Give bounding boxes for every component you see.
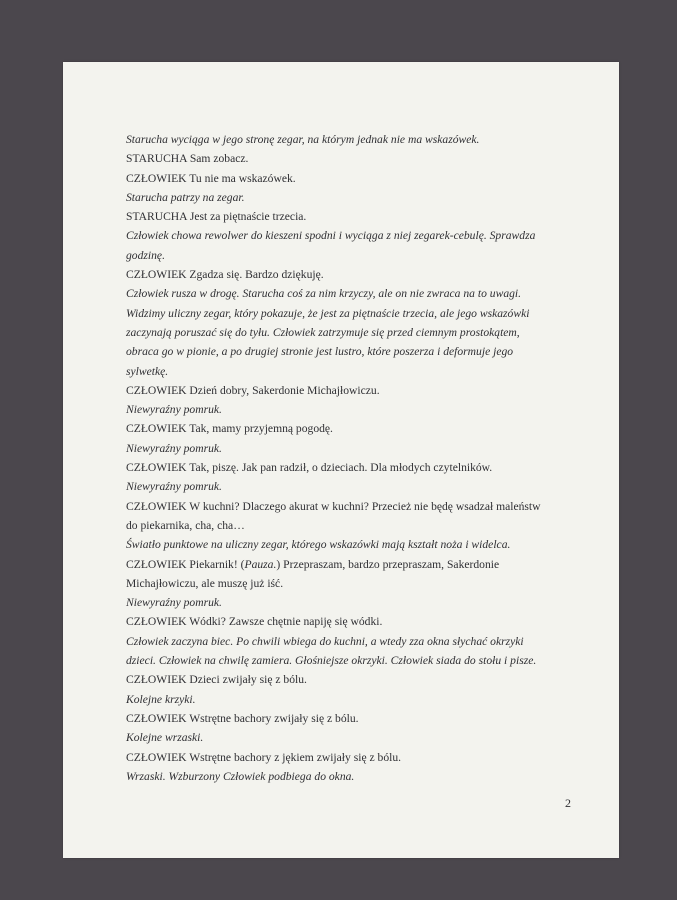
dialogue-line: CZŁOWIEK W kuchni? Dlaczego akurat w kuchni? Przecież nie będę wsadzał maleństw bbox=[126, 499, 541, 513]
stage-direction-line: sylwetkę. bbox=[126, 364, 169, 378]
dialogue-line: CZŁOWIEK Piekarnik! (Pauza.) Przepraszam, bardzo przepraszam, Sakerdonie bbox=[126, 557, 500, 571]
stage-direction-line: Człowiek zaczyna biec. Po chwili wbiega do kuchni, a wtedy zza okna słychać okrzyki bbox=[126, 634, 524, 648]
dialogue-line: Michajłowiczu, ale muszę już iść. bbox=[126, 576, 284, 590]
stage-direction-line: Niewyraźny pomruk. bbox=[126, 596, 222, 610]
page-number: 2 bbox=[565, 796, 571, 810]
stage-direction-line: godzinę. bbox=[126, 248, 165, 262]
stage-direction-line: zaczynają poruszać się do tyłu. Człowiek zatrzymuje się przed ciemnym prostokątem, bbox=[126, 325, 520, 339]
stage-direction-line: Kolejne wrzaski. bbox=[126, 731, 204, 745]
stage-direction-line: Starucha wyciąga w jego stronę zegar, na którym jednak nie ma wskazówek. bbox=[126, 133, 480, 146]
dialogue-line: CZŁOWIEK Wstrętne bachory zwijały się z bólu. bbox=[126, 711, 359, 725]
dialogue-line: CZŁOWIEK Wódki? Zawsze chętnie napiję się wódki. bbox=[126, 615, 383, 629]
stage-direction-line: Kolejne krzyki. bbox=[126, 692, 196, 706]
dialogue-line: CZŁOWIEK Tak, mamy przyjemną pogodę. bbox=[126, 422, 333, 436]
document-page bbox=[63, 62, 619, 858]
dialogue-line: CZŁOWIEK Dzień dobry, Sakerdonie Michajłowiczu. bbox=[126, 383, 380, 397]
dialogue-line: CZŁOWIEK Zgadza się. Bardzo dziękuję. bbox=[126, 268, 324, 282]
stage-direction-line: Niewyraźny pomruk. bbox=[126, 441, 222, 455]
dialogue-line: do piekarnika, cha, cha… bbox=[126, 518, 245, 532]
stage-direction-line: Widzimy uliczny zegar, który pokazuje, że jest za piętnaście trzecia, ale jego wskazówki bbox=[126, 306, 530, 320]
dialogue-line: STARUCHA Sam zobacz. bbox=[126, 152, 249, 166]
script-text bbox=[126, 130, 596, 786]
stage-direction-line: Niewyraźny pomruk. bbox=[126, 480, 222, 494]
stage-direction-line: obraca go w pionie, a po drugiej stronie jest lustro, które poszerza i deformuje jego bbox=[126, 345, 514, 359]
stage-direction-line: Starucha patrzy na zegar. bbox=[126, 190, 245, 204]
stage-direction-line: Człowiek chowa rewolwer do kieszeni spodni i wyciąga z niej zegarek-cebulę. Sprawdza bbox=[126, 229, 536, 243]
dialogue-line: CZŁOWIEK Wstrętne bachory z jękiem zwijały się z bólu. bbox=[126, 750, 402, 764]
dialogue-line: CZŁOWIEK Tu nie ma wskazówek. bbox=[126, 171, 296, 185]
dialogue-line: STARUCHA Jest za piętnaście trzecia. bbox=[126, 210, 307, 224]
dialogue-line: CZŁOWIEK Tak, piszę. Jak pan radził, o dzieciach. Dla młodych czytelników. bbox=[126, 461, 493, 475]
stage-direction-line: Człowiek rusza w drogę. Starucha coś za nim krzyczy, ale on nie zwraca na to uwagi. bbox=[126, 287, 522, 301]
dialogue-line: CZŁOWIEK Dzieci zwijały się z bólu. bbox=[126, 673, 307, 687]
inline-direction: Pauza. bbox=[244, 557, 277, 571]
stage-direction-line: Wrzaski. Wzburzony Człowiek podbiega do okna. bbox=[126, 769, 355, 783]
stage-direction-line: Niewyraźny pomruk. bbox=[126, 403, 222, 417]
stage-direction-line: Światło punktowe na uliczny zegar, którego wskazówki mają kształt noża i widelca. bbox=[126, 538, 511, 552]
stage-direction-line: dzieci. Człowiek na chwilę zamiera. Głośniejsze okrzyki. Człowiek siada do stołu i pisze. bbox=[126, 654, 537, 668]
